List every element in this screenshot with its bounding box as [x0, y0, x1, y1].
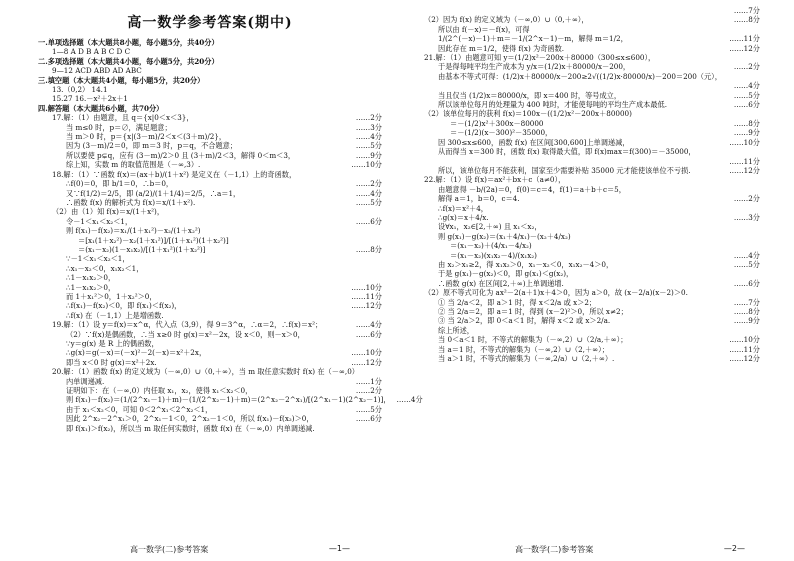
- answer-line-text: ＝[x₁(1＋x₂²)－x₂(1＋x₁²)]/[(1＋x₁²)(1＋x₂²)]: [78, 235, 229, 245]
- answer-line: [410, 345, 760, 354]
- answer-line: [410, 34, 760, 43]
- answer-line: [410, 53, 760, 62]
- score-mark: [376, 207, 382, 216]
- answer-line: [38, 38, 382, 47]
- answer-line: [38, 160, 382, 169]
- answer-line: [410, 269, 760, 278]
- answer-line: [410, 213, 760, 222]
- answer-line-text: 二.多项选择题（本大题共4小题，每小题5分，共20分）: [38, 56, 219, 66]
- answer-line-text: 于是得每吨平均生产成本为 y/x＝(1/2)x＋80000/x－200，: [438, 62, 631, 72]
- answer-line-text: 综上所述，: [438, 325, 474, 335]
- answer-line: [38, 405, 382, 414]
- answer-line-text: ＝(x₁－x₂)(x₁x₂－4)/(x₁x₂): [450, 250, 537, 260]
- answer-line-text: 由 x₂＞x₁≥2，得 x₁x₂＞0，x₁－x₂＜0，x₁x₂－4＞0，: [438, 259, 614, 269]
- score-mark: [754, 288, 760, 297]
- answer-line-text: 因 300≤x≤600，函数 f(x) 在区间[300,600]上单调递减，: [438, 137, 630, 147]
- answer-line: [38, 57, 382, 66]
- score-mark: ……8分: [733, 307, 760, 316]
- answer-line: [410, 175, 760, 184]
- answer-line: [410, 157, 760, 166]
- answer-line-text: ＝－(1/2)(x－300)²－35000，: [450, 128, 553, 138]
- answer-line-text: 因此存在 m＝1/2，使得 f(x) 为奇函数.: [438, 43, 565, 53]
- score-mark: ……12分: [729, 43, 760, 53]
- answer-line: [410, 251, 760, 260]
- answer-line-text: 而 1＋x₁²＞0，1＋x₂²＞0，: [66, 291, 157, 301]
- answer-line-text: 解得 a＝1，b＝0，c＝4.: [438, 194, 520, 204]
- answer-line: [38, 330, 382, 339]
- footer-left: [130, 544, 350, 555]
- answer-line-text: 因为 (3－m)/2＝0，即 m＝3 时，p＝q，不合题意；: [66, 141, 238, 151]
- answer-line-text: 所以该单位每月的处理量为 400 吨时，才能使每吨的平均生产成本最低.: [438, 100, 668, 110]
- score-mark: ……4分: [733, 250, 760, 260]
- answer-line: [38, 47, 382, 56]
- answer-line-text: ∴g(x)＝g(－x)＝(－x)²－2(－x)＝x²＋2x，: [66, 348, 207, 358]
- score-mark: [376, 367, 382, 376]
- score-mark: [376, 104, 382, 113]
- answer-line: [410, 166, 760, 175]
- answer-line-text: 则 f(x₁)－f(x₂)＝x₁/(1＋x₁²)－x₂/(1＋x₂²): [66, 226, 201, 236]
- score-mark: ……10分: [351, 160, 382, 170]
- footer-right-label: 高一数学(二)参考答案: [515, 545, 594, 554]
- score-mark: ……12分: [729, 354, 760, 364]
- answer-line: [410, 6, 760, 15]
- answer-line-text: [410, 157, 723, 166]
- answer-line: [38, 292, 382, 301]
- answer-line: [410, 91, 760, 100]
- answer-line-text: 当 a＞1 时，不等式的解集为（－∞,2/a）∪（2,＋∞）.: [438, 354, 615, 364]
- score-mark: [754, 204, 760, 213]
- score-mark: ……5分: [355, 141, 382, 151]
- answer-line: [38, 236, 382, 245]
- score-mark: ……12分: [729, 165, 760, 175]
- answer-line-text: ∴g(x)＝x＋4/x.: [438, 212, 489, 222]
- score-mark: ……9分: [733, 316, 760, 326]
- answer-line-text: 于是 g(x₁)－g(x₂)＜0，即 g(x₁)＜g(x₂)，: [438, 269, 574, 279]
- score-mark: ……4分: [396, 395, 423, 405]
- answer-line-text: ∴1－x₁x₂＞0，: [66, 273, 116, 283]
- answer-line: [38, 226, 382, 235]
- answer-line: [410, 335, 760, 344]
- score-mark: [376, 47, 382, 56]
- score-mark: [376, 170, 382, 179]
- answer-line-text: 从而得当 x＝300 时，函数 f(x) 取得最大值，即 f(x)max＝f(300)＝－35000，: [438, 147, 696, 157]
- answer-line: [38, 377, 382, 386]
- answer-line: [38, 414, 382, 423]
- answer-line-text: 9—12 ACD ABD AD ABC: [52, 66, 142, 76]
- answer-line-text: ② 当 2/a＝2，即 a＝1 时，得到 (x－2)²＞0，所以 x≠2；: [438, 307, 628, 316]
- score-mark: ……4分: [355, 320, 382, 330]
- score-mark: [754, 109, 760, 118]
- answer-line: [410, 44, 760, 53]
- score-mark: ……2分: [733, 62, 760, 72]
- score-mark: ……4分: [733, 81, 760, 91]
- score-mark: ……9分: [733, 128, 760, 138]
- answer-line-text: 又∵f(1/2)＝2/5，即 (a/2)/(1＋1/4)＝2/5，∴a＝1，: [66, 188, 241, 198]
- score-mark: ……6分: [733, 100, 760, 110]
- score-mark: ……8分: [733, 15, 760, 25]
- score-mark: ……2分: [355, 113, 382, 123]
- answer-line-text: 则 g(x₁)－g(x₂)＝(x₁＋4/x₁)－(x₂＋4/x₂): [438, 231, 571, 241]
- score-mark: [376, 38, 382, 47]
- score-mark: ……2分: [355, 386, 382, 396]
- score-mark: [754, 72, 760, 81]
- answer-line: [38, 132, 382, 141]
- answer-line: [410, 25, 760, 34]
- score-mark: ……1分: [355, 376, 382, 386]
- answer-line-text: 由于 x₁＜x₂＜0，可知 0＜2^x₁＜2^x₂＜1，: [66, 404, 213, 414]
- answer-line: [38, 198, 382, 207]
- answer-line-text: ∵y＝g(x) 是 R 上的偶函数，: [66, 339, 159, 348]
- right-answer-lines: [410, 6, 760, 363]
- answer-line: [38, 94, 382, 103]
- answer-line-text: 当 m＞0 时，p＝{x|(3－m)/2＜x＜(3＋m)/2}，: [66, 132, 227, 142]
- score-mark: ……11分: [729, 156, 760, 166]
- score-mark: ……10分: [351, 282, 382, 292]
- answer-line: [410, 185, 760, 194]
- footer-right-page: —2—: [723, 544, 745, 553]
- answer-line-text: 综上知，实数 m 的取值范围是（－∞,3）.: [66, 160, 201, 170]
- answer-line-text: ∴函数 f(x) 的解析式为 f(x)＝x/(1＋x²).: [66, 197, 196, 207]
- score-mark: ……8分: [733, 118, 760, 128]
- answer-line: [410, 316, 760, 325]
- score-mark: ……10分: [729, 335, 760, 345]
- page-title: 高一数学参考答案(期中): [127, 15, 293, 31]
- score-mark: ……9分: [355, 150, 382, 160]
- answer-line: [410, 279, 760, 288]
- answer-line: [38, 179, 382, 188]
- footer-left-page: —1—: [328, 544, 350, 553]
- answer-line: [410, 147, 760, 156]
- score-mark: [376, 226, 382, 235]
- score-mark: ……7分: [733, 297, 760, 307]
- answer-line: [38, 207, 382, 216]
- answer-line: [410, 138, 760, 147]
- answer-line-text: ∴函数 g(x) 在区间[2,＋∞)上单调递增.: [438, 278, 564, 288]
- answer-line-text: 由题意得 －b/(2a)＝0，f(0)＝c＝4，f(1)＝a＋b＋c＝5，: [438, 184, 626, 194]
- score-mark: [754, 222, 760, 231]
- answer-line-text: ∴f(x) 在（－1,1）上是增函数.: [66, 310, 164, 320]
- score-mark: [754, 326, 760, 335]
- answer-line-text: ∴x₁－x₂＜0，x₁x₂＜1，: [66, 263, 144, 273]
- score-mark: ……12分: [351, 301, 382, 311]
- answer-line-text: ∴f(x)＝x²＋4，: [438, 203, 488, 213]
- footer-right: [515, 544, 745, 555]
- score-mark: ……6分: [733, 278, 760, 288]
- answer-line-text: 一.单项选择题（本大题共8小题，每小题5分，共40分）: [38, 38, 219, 47]
- score-mark: ……2分: [355, 179, 382, 189]
- answer-line: [38, 170, 382, 179]
- score-mark: ……4分: [355, 188, 382, 198]
- answer-line-text: 则 f(x₁)－f(x₂)＝(1/(2^x₁－1)＋m)－(1/(2^x₂－1)＋m)＝(2^x₂－2^x₁)/[(2^x₁－1)(2^x₂－1)]，: [66, 395, 391, 405]
- answer-line-text: ③ 当 2/a＞2，即 0＜a＜1 时，解得 x＜2 或 x＞2/a.: [438, 316, 611, 326]
- footer-left-label: 高一数学(二)参考答案: [130, 545, 209, 554]
- answer-line-text: [410, 6, 728, 15]
- answer-line: [410, 119, 760, 128]
- answer-line: [410, 128, 760, 137]
- answer-line-text: ＝(x₁－x₂)＋(4/x₁－4/x₂): [450, 241, 532, 251]
- answer-line: [410, 307, 760, 316]
- answer-line-text: 内单调递减.: [66, 376, 105, 386]
- score-mark: ……8分: [355, 244, 382, 254]
- answer-line-text: 即 f(x₁)＞f(x₂)，所以当 m 取任何实数时，函数 f(x) 在（－∞,0）内单调递减.: [66, 423, 315, 433]
- score-mark: [376, 339, 382, 348]
- answer-line: [410, 81, 760, 90]
- answer-line-text: 三.填空题（本大题共4小题，每小题5分，共20分）: [38, 75, 205, 85]
- score-mark: ……10分: [351, 348, 382, 358]
- score-mark: [376, 66, 382, 75]
- answer-line-text: 15.27 16.－x²＋2x＋1: [52, 94, 128, 104]
- answer-line-text: 18.解：（1）∵函数 f(x)＝(ax＋b)/(1＋x²) 是定义在（－1,1）上的奇函数，: [52, 169, 297, 179]
- answer-line-text: 22.解：（1）设 f(x)＝ax²＋bx＋c（a≠0），: [424, 175, 566, 185]
- answer-line-text: 证明如下：在（－∞,0）内任取 x₁，x₂，使得 x₁＜x₂＜0，: [66, 386, 253, 396]
- score-mark: [376, 94, 382, 103]
- answer-line-text: 19.解：（1）设 y＝f(x)＝x^α，代入点（3,9），得 9＝3^α，∴α＝2，∴f(x)＝x²；: [52, 320, 323, 330]
- answer-line-text: 当且仅当 (1/2)x＝80000/x，即 x＝400 时，等号成立，: [438, 90, 622, 100]
- left-answer-lines: [38, 38, 423, 433]
- answer-line: [38, 339, 382, 348]
- answer-line-text: 当 0＜a＜1 时，不等式的解集为（－∞,2）∪（2/a,＋∞）；: [438, 335, 628, 345]
- answer-line: [38, 104, 382, 113]
- score-mark: [376, 57, 382, 66]
- score-mark: [376, 273, 382, 282]
- answer-line: [38, 76, 382, 85]
- answer-line-text: ∴f(x₁)－f(x₂)＜0，即 f(x₁)＜f(x₂)，: [66, 301, 182, 311]
- answer-line: [410, 100, 760, 109]
- answer-line-text: ∴f(0)＝0，即 b/1＝0，∴b＝0，: [66, 179, 174, 189]
- answer-line: [38, 283, 382, 292]
- answer-line: [38, 217, 382, 226]
- answer-line: [410, 62, 760, 71]
- score-mark: [376, 76, 382, 85]
- answer-line: [410, 194, 760, 203]
- answer-line: [38, 66, 382, 75]
- score-mark: ……11分: [351, 291, 382, 301]
- answer-line: [38, 367, 382, 376]
- answer-line: [38, 113, 382, 122]
- answer-line: [410, 109, 760, 118]
- answer-line-text: 13.（0,2） 14.1: [52, 85, 108, 95]
- answer-line: [410, 260, 760, 269]
- score-mark: [754, 25, 760, 34]
- answer-line: [38, 264, 382, 273]
- answer-line: [38, 245, 382, 254]
- score-mark: [754, 185, 760, 194]
- score-mark: [754, 175, 760, 184]
- answer-line-text: 当 m≤0 时，p＝∅，满足题意；: [66, 122, 172, 132]
- answer-line-text: 所以要使 p⊊q，应有 (3－m)/2＞0 且 (3＋m)/2＜3，解得 0＜m＜3，: [66, 150, 296, 160]
- answer-line-text: （2）由（1）知 f(x)＝x/(1＋x²)，: [52, 207, 165, 217]
- answer-line: [410, 15, 760, 24]
- score-mark: ……6分: [355, 216, 382, 226]
- answer-line-text: ＝(x₁－x₂)(1－x₁x₂)/[(1＋x₁²)(1＋x₂²)]: [78, 244, 206, 254]
- answer-line-text: ∴1－x₁x₂＞0，: [66, 282, 116, 292]
- score-mark: [376, 85, 382, 94]
- score-mark: [754, 269, 760, 278]
- score-mark: ……11分: [729, 344, 760, 354]
- score-mark: ……11分: [729, 34, 760, 44]
- answer-line: [38, 123, 382, 132]
- answer-line-text: 令－1＜x₁＜x₂＜1，: [66, 216, 133, 226]
- score-mark: ……6分: [355, 329, 382, 339]
- left-column: [38, 6, 423, 539]
- score-mark: ……10分: [729, 137, 760, 147]
- answer-line: [410, 241, 760, 250]
- answer-line-text: 21.解：（1）由题意可知 y＝(1/2)x²－200x＋80000（300≤x≤600），: [424, 53, 656, 63]
- answer-line: [38, 189, 382, 198]
- answer-line: [38, 424, 382, 433]
- answer-line-text: 1—8 A D B A B C D C: [52, 47, 131, 57]
- answer-line: [38, 358, 382, 367]
- answer-line: [38, 151, 382, 160]
- answer-line-text: 因此 2^x₂－2^x₁＞0，2^x₁－1＜0，2^x₂－1＜0，所以 f(x₁)－f(x₂)＞0，: [66, 414, 314, 424]
- score-mark: [376, 311, 382, 320]
- answer-line-text: ＝－(1/2)x²＋300x－80000: [450, 118, 544, 128]
- answer-line-text: （2）因为 f(x) 的定义域为（－∞,0）∪（0,＋∞），: [424, 15, 589, 25]
- answer-line-text: （2）∵f(x)是偶函数，∴当 x≥0 时 g(x)＝x²－2x，设 x＜0，则－x＞0，: [66, 329, 305, 339]
- answer-line-text: ∵－1＜x₁＜x₂＜1，: [66, 254, 130, 264]
- score-mark: ……4分: [355, 132, 382, 142]
- right-column: [410, 6, 760, 539]
- answer-line: [38, 301, 382, 310]
- score-mark: ……12分: [351, 357, 382, 367]
- answer-line-text: （2）原不等式可化为 ax²－2(a＋1)x＋4＞0，因为 a＞0，故 (x－2/a)(x－2)＞0.: [424, 288, 688, 298]
- answer-line: [38, 85, 382, 94]
- score-mark: ……3分: [733, 212, 760, 222]
- answer-line: [410, 222, 760, 231]
- score-mark: ……3分: [355, 122, 382, 132]
- answer-line: [410, 72, 760, 81]
- answer-line-text: 四.解答题（本大题共6小题，共70分）: [38, 103, 164, 113]
- score-mark: [754, 232, 760, 241]
- answer-line-text: [410, 81, 728, 90]
- answer-line: [38, 348, 382, 357]
- answer-line: [410, 326, 760, 335]
- answer-line-text: 20.解：（1）函数 f(x) 的定义域为（－∞,0）∪（0,＋∞），当 m 取任意实数时 f(x) 在（－∞,0）: [52, 367, 359, 377]
- answer-line: [38, 254, 382, 263]
- score-mark: ……5分: [355, 404, 382, 414]
- score-mark: [376, 236, 382, 245]
- score-mark: ……6分: [355, 414, 382, 424]
- answer-line-text: 所以，该单位每月不能获利，国家至少需要补贴 35000 元才能使该单位不亏损.: [438, 165, 691, 175]
- answer-line: [38, 395, 423, 405]
- answer-line-text: 即当 x＜0 时 g(x)＝x²＋2x.: [66, 357, 157, 367]
- answer-line-text: 17.解：（1）由题意，且 q＝{x|0＜x＜3}，: [52, 113, 194, 123]
- answer-line-text: 所以由 f(－x)＝－f(x)，可得: [438, 24, 530, 34]
- answer-line: [410, 298, 760, 307]
- answer-line-text: （2）该单位每月的获利 f(x)＝100x－((1/2)x²－200x＋80000): [424, 109, 632, 119]
- score-mark: [754, 241, 760, 250]
- answer-line-text: 1/(2^(－x)－1)＋m＝－1/(2^x－1)－m，解得 m＝1/2，: [438, 34, 628, 44]
- score-mark: ……5分: [733, 90, 760, 100]
- answer-line: [410, 232, 760, 241]
- answer-line: [38, 273, 382, 282]
- score-mark: ……5分: [733, 259, 760, 269]
- score-mark: ……2分: [733, 194, 760, 204]
- score-mark: [754, 147, 760, 156]
- score-mark: [376, 254, 382, 263]
- answer-line-text: 由基本不等式可得：(1/2)x＋80000/x－200≥2√((1/2)x·80000/x)－200＝200（元），: [438, 71, 722, 81]
- score-mark: [376, 264, 382, 273]
- score-mark: ……5分: [355, 197, 382, 207]
- answer-line: [38, 386, 382, 395]
- answer-line: [38, 320, 382, 329]
- answer-line: [410, 288, 760, 297]
- answer-line: [410, 204, 760, 213]
- answer-line: [38, 141, 382, 150]
- score-mark: ……7分: [733, 6, 760, 15]
- score-mark: [754, 53, 760, 62]
- answer-line-text: 当 a＝1 时，不等式的解集为（－∞,2）∪（2,＋∞）；: [438, 344, 609, 354]
- answer-line-text: ① 当 2/a＜2，即 a＞1 时，得 x＜2/a 或 x＞2；: [438, 297, 597, 307]
- answer-line-text: 设∀x₁，x₂∈[2,＋∞) 且 x₁＜x₂，: [438, 222, 542, 232]
- score-mark: [376, 424, 382, 433]
- answer-line: [410, 354, 760, 363]
- answer-line: [38, 311, 382, 320]
